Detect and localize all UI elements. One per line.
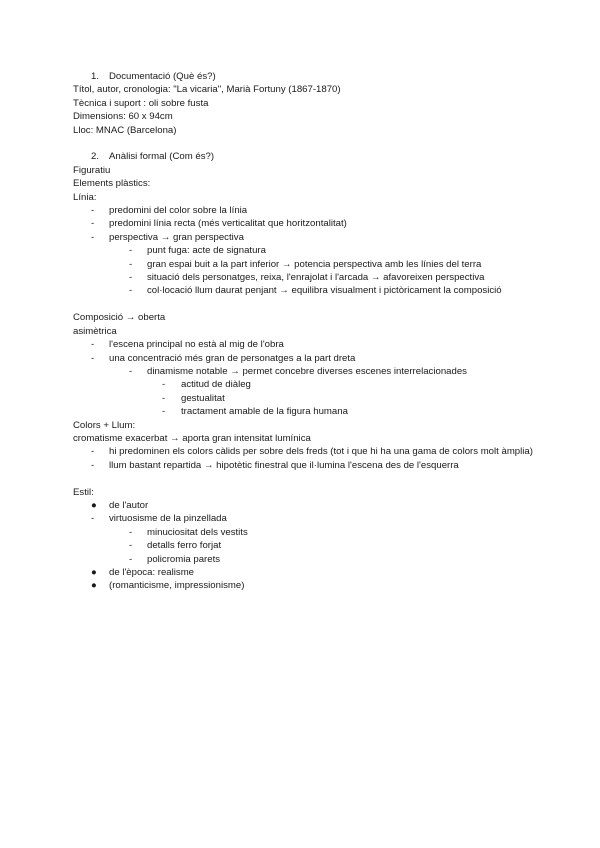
bullet-marker: ● [91, 566, 97, 578]
item-text: llum bastant repartida → hipotètic finestral que il·lumina l'escena des de l'esquerra [109, 459, 459, 471]
dash-marker: - [91, 513, 95, 525]
bullet-marker: ● [91, 499, 97, 511]
bullet-item [73, 566, 533, 579]
estil-label: Estil: [73, 486, 94, 498]
item-text: punt fuga: acte de signatura [147, 245, 266, 257]
composicio-label: Composició → oberta [73, 312, 166, 324]
dash-marker: - [162, 406, 166, 418]
dash-marker: - [129, 365, 133, 377]
list-subitem [73, 258, 533, 271]
item-text: actitud de diàleg [181, 379, 251, 391]
item-text: hi predominen els colors càlids per sobre dels freds (tot i que hi ha una gama de colors molt àmplia) [109, 446, 533, 458]
dash-marker: - [91, 218, 95, 230]
list-item [73, 231, 533, 244]
list-item [73, 512, 533, 525]
item-text: (romanticisme, impressionisme) [109, 580, 245, 592]
list-subitem [73, 526, 533, 539]
composicio-type: asimètrica [73, 325, 117, 337]
dash-marker: - [129, 258, 133, 270]
dash-marker: - [162, 379, 166, 391]
section-title: Documentació (Què és?) [109, 71, 216, 82]
doc-line: Dimensions: 60 x 94cm [73, 111, 173, 123]
dash-marker: - [129, 526, 133, 538]
dash-marker: - [91, 339, 95, 351]
item-text: gestualitat [181, 392, 225, 404]
dash-marker: - [129, 285, 133, 297]
dash-marker: - [162, 392, 166, 404]
section-number: 1. [91, 71, 100, 82]
item-text: col·locació llum daurat penjant → equilibra visualment i pictòricament la composició [147, 285, 502, 297]
dash-marker: - [91, 205, 95, 217]
dash-marker: - [91, 446, 95, 458]
list-subitem [73, 284, 533, 297]
item-text: predomini línia recta (més verticalitat que horitzontalitat) [109, 218, 347, 230]
list-subitem [73, 271, 533, 284]
section-title: Anàlisi formal (Com és?) [109, 151, 215, 163]
section-number: 2. [91, 151, 100, 163]
list-subitem [73, 553, 533, 566]
list-subitem [73, 365, 533, 378]
item-text: perspectiva → gran perspectiva [109, 231, 244, 243]
list-item [73, 204, 533, 217]
list-item [73, 445, 533, 458]
item-text: policromia parets [147, 553, 221, 565]
doc-line: Lloc: MNAC (Barcelona) [73, 124, 177, 136]
dash-marker: - [129, 272, 133, 284]
item-text: de l'època: realisme [109, 566, 195, 578]
bullet-item [73, 499, 533, 512]
item-text: tractament amable de la figura humana [181, 406, 348, 418]
bullet-marker: ● [91, 580, 97, 592]
doc-line: Tècnica i suport : oli sobre fusta [73, 97, 209, 109]
dash-marker: - [129, 540, 133, 552]
dash-marker: - [91, 352, 95, 364]
item-text: l'escena principal no està al mig de l'obra [109, 339, 284, 351]
colors-line: cromatisme exacerbat → aporta gran intensitat lumínica [73, 432, 311, 444]
list-subsubitem [73, 405, 533, 418]
list-subsubitem [73, 378, 533, 391]
doc-line: Títol, autor, cronologia: "La vicaria", Marià Fortuny (1867-1870) [73, 84, 341, 96]
item-text: predomini del color sobre la línia [109, 205, 248, 217]
item-text: dinamisme notable → permet concebre diverses escenes interrelacionades [147, 365, 467, 377]
dash-marker: - [91, 231, 95, 243]
list-item [73, 217, 533, 230]
list-subitem [73, 244, 533, 257]
item-text: virtuosisme de la pinzellada [109, 513, 227, 525]
section-1-heading [73, 70, 533, 83]
dash-marker: - [129, 245, 133, 257]
list-subitem [73, 539, 533, 552]
item-text: situació dels personatges, reixa, l'enrajolat i l'arcada → afavoreixen perspectiva [147, 272, 485, 284]
list-item [73, 338, 533, 351]
bullet-item [73, 579, 533, 592]
list-item [73, 352, 533, 365]
item-text: una concentració més gran de personatges a la part dreta [109, 352, 356, 364]
item-text: de l'autor [109, 499, 149, 511]
item-text: detalls ferro forjat [147, 540, 222, 552]
figuratiu-line: Figuratiu [73, 164, 111, 176]
linia-label: Línia: [73, 191, 97, 203]
dash-marker: - [129, 553, 133, 565]
item-text: minuciositat dels vestits [147, 526, 248, 538]
list-item [73, 459, 533, 472]
colors-label: Colors + Llum: [73, 419, 136, 431]
section-2-heading [73, 150, 533, 163]
document-content [73, 70, 533, 593]
elements-line: Elements plàstics: [73, 178, 151, 190]
item-text: gran espai buit a la part inferior → potencia perspectiva amb les línies del terra [147, 258, 482, 270]
dash-marker: - [91, 459, 95, 471]
list-subsubitem [73, 392, 533, 405]
